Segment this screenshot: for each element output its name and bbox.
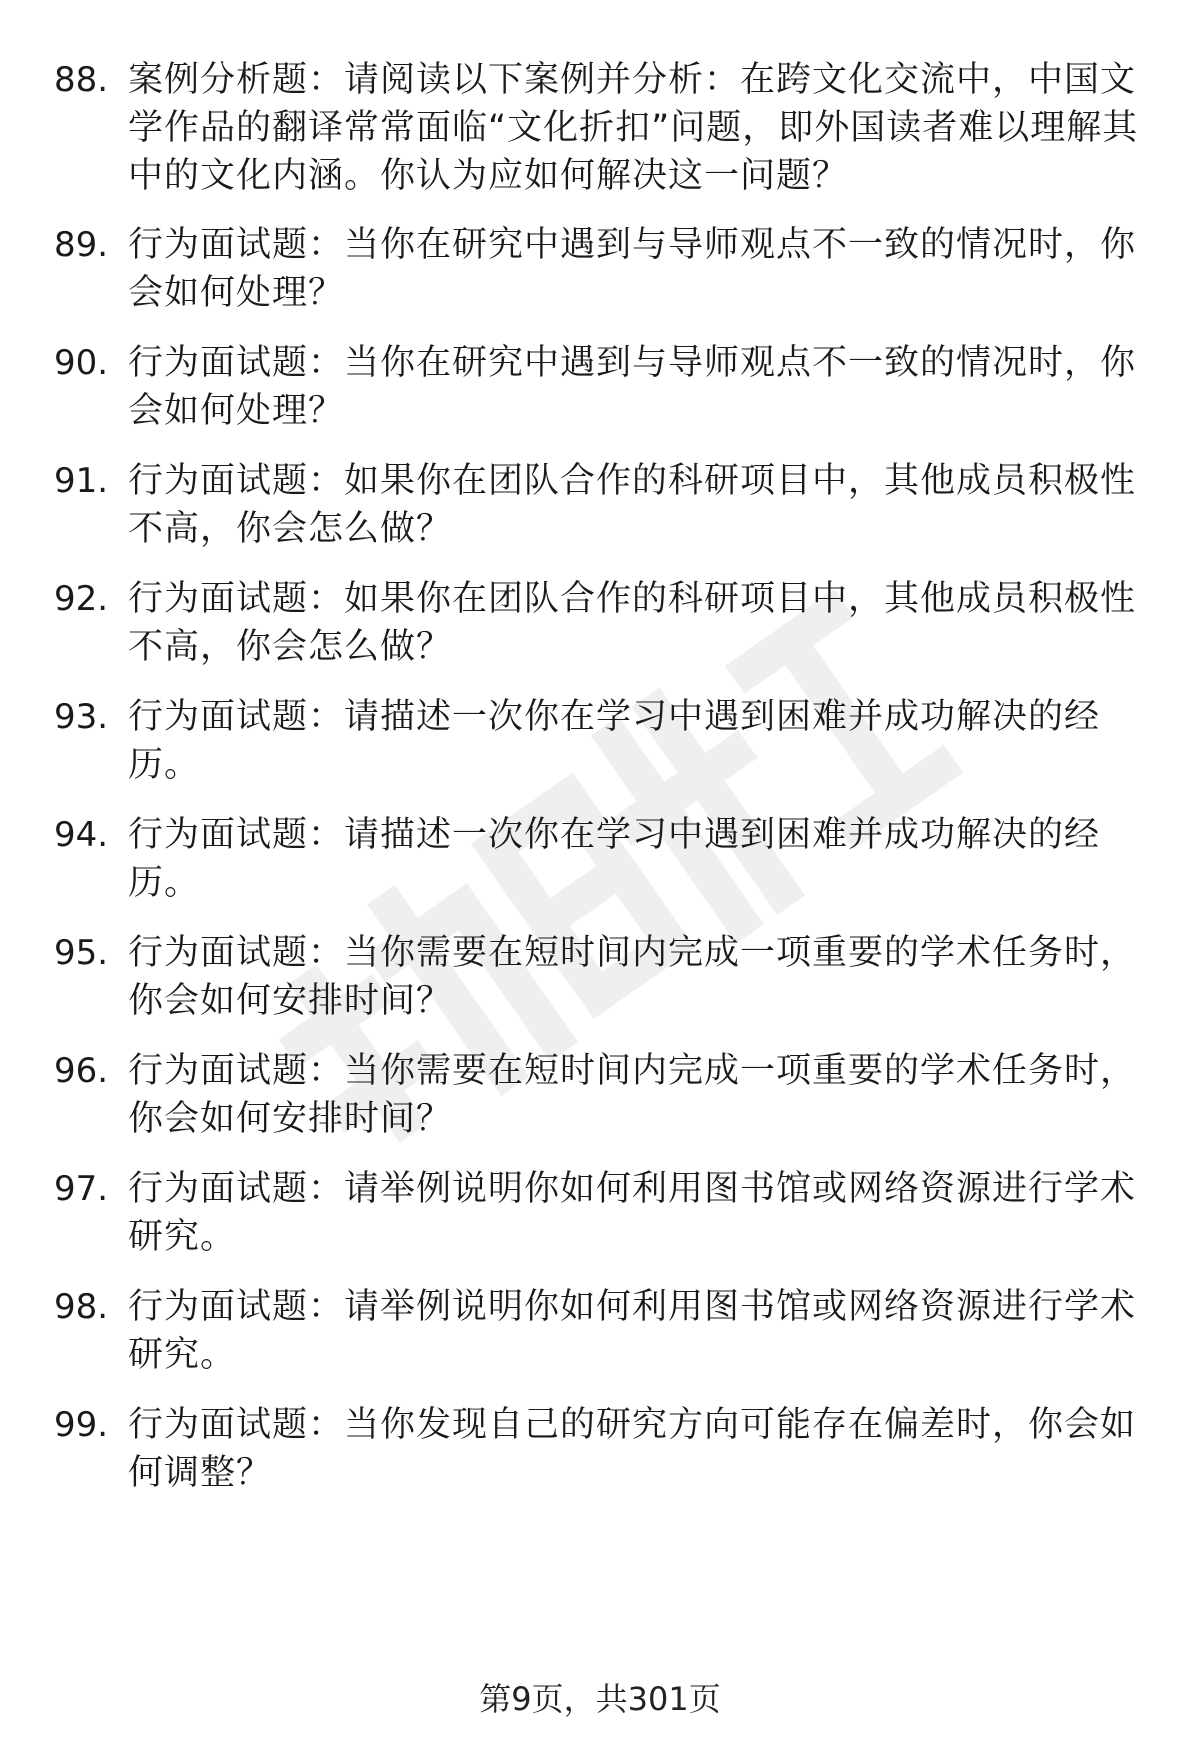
question-text: 行为面试题：当你在研究中遇到与导师观点不一致的情况时，你会如何处理？	[128, 343, 1137, 431]
question-text: 行为面试题：当你需要在短时间内完成一项重要的学术任务时，你会如何安排时间？	[128, 1051, 1137, 1139]
question-text: 行为面试题：如果你在团队合作的科研项目中，其他成员积极性不高，你会怎么做？	[128, 579, 1137, 667]
page-number-footer: 第9页，共301页	[479, 1680, 721, 1718]
question-text: 行为面试题：请举例说明你如何利用图书馆或网络资源进行学术研究。	[128, 1169, 1137, 1257]
question-number: 88.	[54, 60, 109, 100]
question-text: 行为面试题：请描述一次你在学习中遇到困难并成功解决的经历。	[128, 697, 1101, 785]
question-text: 行为面试题：当你发现自己的研究方向可能存在偏差时，你会如何调整？	[128, 1405, 1137, 1493]
question-text: 行为面试题：请举例说明你如何利用图书馆或网络资源进行学术研究。	[128, 1287, 1137, 1375]
question-number: 96.	[54, 1051, 109, 1091]
question-number: 95.	[54, 933, 109, 973]
question-number: 99.	[54, 1405, 109, 1445]
question-text: 行为面试题：当你在研究中遇到与导师观点不一致的情况时，你会如何处理？	[128, 225, 1137, 313]
question-text: 行为面试题：当你需要在短时间内完成一项重要的学术任务时，你会如何安排时间？	[128, 933, 1137, 1021]
question-number: 93.	[54, 697, 109, 737]
question-number: 97.	[54, 1169, 109, 1209]
question-number: 90.	[54, 343, 109, 383]
question-text: 行为面试题：请描述一次你在学习中遇到困难并成功解决的经历。	[128, 815, 1101, 903]
question-number: 98.	[54, 1287, 109, 1327]
question-number: 94.	[54, 815, 109, 855]
question-text: 案例分析题：请阅读以下案例并分析：在跨文化交流中，中国文学作品的翻译常常面临“文化折扣”问题，即外国读者难以理解其中的文化内涵。你认为应如何解决这一问题？	[128, 60, 1139, 196]
question-number: 89.	[54, 225, 109, 265]
question-text: 行为面试题：如果你在团队合作的科研项目中，其他成员积极性不高，你会怎么做？	[128, 461, 1137, 549]
question-number: 92.	[54, 579, 109, 619]
question-number: 91.	[54, 461, 109, 501]
